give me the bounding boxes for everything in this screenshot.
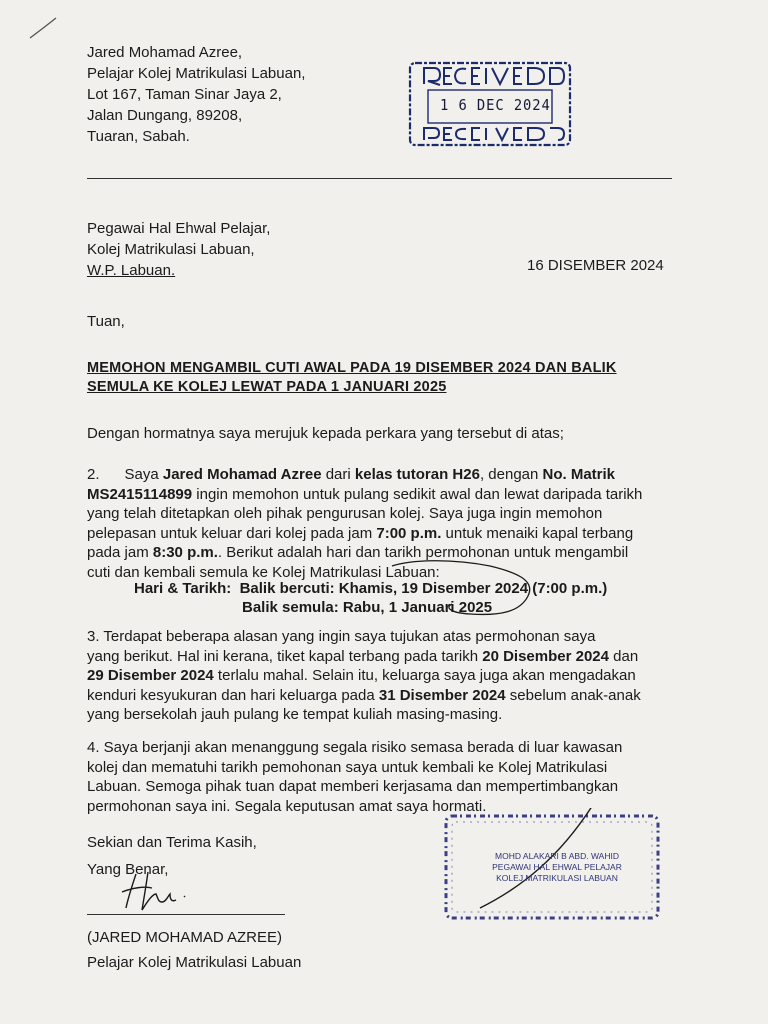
tutorial-class: kelas tutoran H26 [354,466,480,483]
depart-date: Balik bercuti: Khamis, 19 Disember 2024 (7:00 p.m.) [239,580,608,597]
subject-line: MEMOHON MENGAMBIL CUTI AWAL PADA 19 DISEMBER 2024 DAN BALIK [87,360,617,376]
paragraph-4 [87,738,673,816]
officer-stamp-line: KOLEJ MATRIKULASI LABUAN [496,873,618,883]
date-highlight: 20 Disember 2024 [482,647,609,665]
sender-line: Jared Mohamad Azree, [87,44,243,61]
letter-date: 16 DISEMBER 2024 [527,257,664,274]
text: yang berikut. Hal ini kerana, tiket kapal terbang pada tarikh [87,647,483,665]
officer-stamp-line: PEGAWAI HAL EHWAL PELAJAR [492,862,622,872]
student-name: Jared Mohamad Azree [162,466,322,483]
signer-name: (JARED MOHAMAD AZREE) [87,929,283,946]
closing-regards: Yang Benar, [87,861,169,878]
sender-address [87,42,305,147]
text: kenduri kesyukuran dan hari keluarga pada [87,686,379,704]
return-date: Balik semula: Rabu, 1 Januari 2025 [242,599,493,616]
officer-stamp-text [474,851,640,884]
text: permohonan saya ini. Segala keputusan amat saya hormati. [87,797,487,815]
sender-line: Lot 167, Taman Sinar Jaya 2, [87,86,282,103]
signature [118,864,208,916]
text: untuk menaiki kapal terbang [441,524,634,542]
signature-line [87,914,285,915]
pen-annotation [340,552,550,632]
subject-heading [87,359,677,397]
salutation: Tuan, [87,313,125,330]
matric-number: MS2415114899 [87,485,193,503]
text: . Berikut adalah hari dan tarikh permohonan untuk mengambil [217,544,629,561]
schedule-label: Hari & Tarikh: [134,580,232,597]
signer-title: Pelajar Kolej Matrikulasi Labuan [87,954,302,971]
text: terlalu mahal. Selain itu, keluarga saya juga akan mengadakan [213,667,636,684]
officer-stamp [440,808,666,924]
text: yang telah ditetapkan oleh pihak pengurusan kolej. Saya juga ingin memohon [87,505,603,522]
date-highlight: 31 Disember 2024 [378,686,506,704]
intro-paragraph: Dengan hormatnya saya merujuk kepada perkara yang tersebut di atas; [87,425,564,442]
subject-line: SEMULA KE KOLEJ LEWAT PADA 1 JANUARI 2025 [87,379,447,395]
received-stamp-date: 1 6 DEC 2024 [440,96,551,114]
matric-label: No. Matrik [542,466,616,483]
recipient-address [87,218,270,281]
recipient-line: W.P. Labuan. [87,262,176,279]
divider [87,178,672,179]
text: yang bersekolah jauh pulang ke tempat kuliah masing-masing. [87,706,503,723]
text: pelepasan untuk keluar dari kolej pada jam [87,524,377,542]
received-stamp [404,58,576,150]
date-highlight: 29 Disember 2024 [87,667,214,684]
text: 2. Saya [87,466,163,483]
time: 7:00 p.m. [376,524,442,542]
recipient-line: Pegawai Hal Ehwal Pelajar, [87,220,271,237]
text: dan [609,647,639,665]
closing-thanks: Sekian dan Terima Kasih, [87,834,257,851]
officer-stamp-line: MOHD ALAKARI B ABD. WAHID [495,851,619,861]
text: , dengan [479,466,543,483]
text: dari [321,466,355,483]
sender-line: Tuaran, Sabah. [87,128,190,145]
text: Labuan. Semoga pihak tuan dapat memberi kerjasama dan mempertimbangkan [87,778,619,795]
text: ingin memohon untuk pulang sedikit awal dan lewat daripada tarikh [192,485,643,503]
recipient-line: Kolej Matrikulasi Labuan, [87,241,255,258]
text: pada jam [87,544,153,561]
text: 3. Terdapat beberapa alasan yang ingin saya tujukan atas permohonan saya [87,628,596,645]
sender-line: Pelajar Kolej Matrikulasi Labuan, [87,65,306,82]
text: 4. Saya berjanji akan menanggung segala risiko semasa berada di luar kawasan [87,739,623,756]
time: 8:30 p.m. [152,544,218,561]
text: sebelum anak-anak [505,686,641,704]
pen-mark [26,14,60,42]
paragraph-3 [87,627,673,725]
text: kolej dan mematuhi tarikh pemohonan saya untuk kembali ke Kolej Matrikulasi [87,758,608,776]
sender-line: Jalan Dungang, 89208, [87,107,243,124]
text: cuti dan kembali semula ke Kolej Matrikulasi Labuan: [87,563,440,581]
